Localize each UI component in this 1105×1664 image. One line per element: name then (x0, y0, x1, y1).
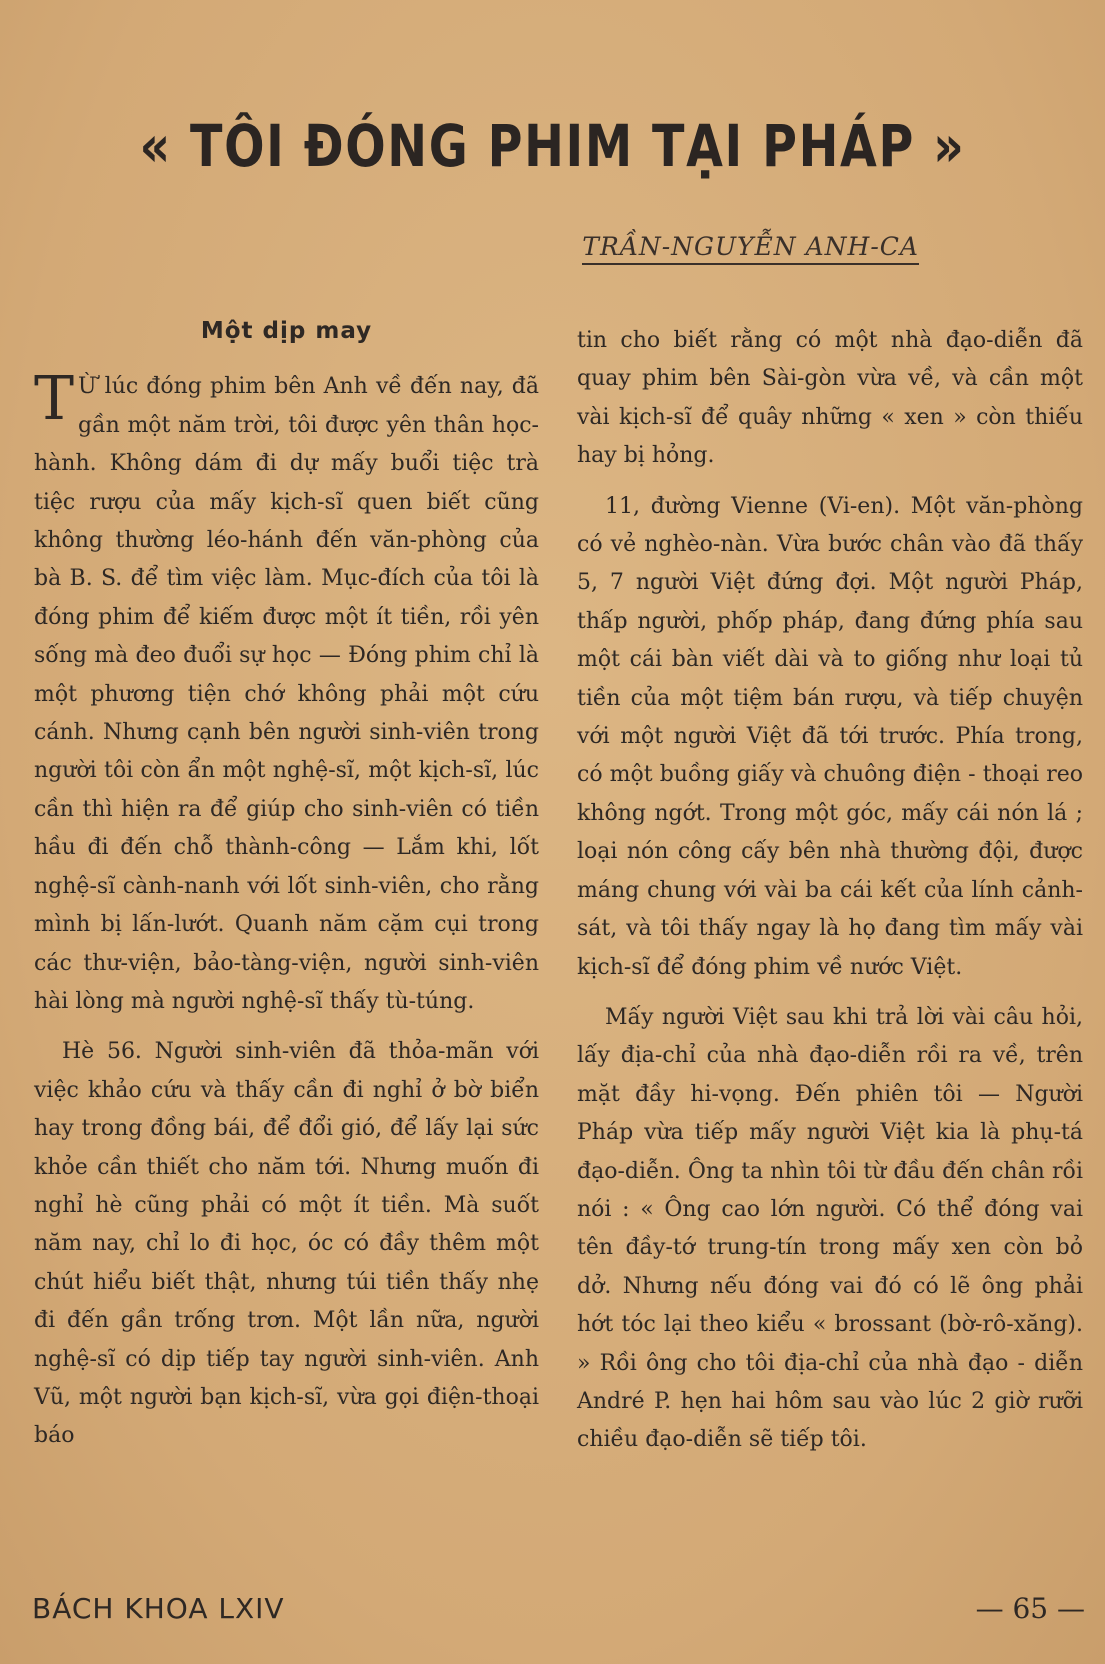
paragraph-2: Hè 56. Người sinh-viên đã thỏa-mãn với việc khảo cứu và thấy cần đi nghỉ ở bờ biển hay trong đồng bái, để đổi gió, để lấy lại sức khỏe cần thiết cho năm tới. Nhưng muốn đi nghỉ hè cũng phải có một ít tiền. Mà suốt năm nay, chỉ lo đi học, óc có đầy thêm một chút hiểu biết thật, nhưng túi tiền thấy nhẹ đi đến gần trống trơn. Một lần nữa, người nghệ-sĩ có dịp tiếp tay người sinh-viên. Anh Vũ, một người bạn kịch-sĩ, vừa gọi điện-thoại báo (34, 1039, 539, 1449)
drop-cap: T (34, 364, 75, 435)
page-number: — 65 — (975, 1592, 1085, 1625)
right-column (577, 322, 1083, 1460)
article-title: « TÔI ĐÓNG PHIM TẠI PHÁP » (139, 112, 966, 180)
paragraph-1-text: Ừ lúc đóng phim bên Anh về đến nay, đã gần một năm trời, tôi được yên thân học-hành. Không dám đi dự mấy buổi tiệc trà tiệc rượu của mấy kịch-sĩ quen biết cũng không thường léo-hánh đến văn-phòng của bà B. S. để tìm việc làm. Mục-đích của tôi là đóng phim để kiếm được một ít tiền, rồi yên sống mà đeo đuổi sự học — Đóng phim chỉ là một phương tiện chớ không phải một cứu cánh. Nhưng cạnh bên người sinh-viên trong người tôi còn ẩn một nghệ-sĩ, một kịch-sĩ, lúc cần thì hiện ra để giúp cho sinh-viên có tiền hầu đi đến chỗ thành-công — Lắm khi, lốt nghệ-sĩ cành-nanh với lốt sinh-viên, cho rằng mình bị lấn-lướt. Quanh năm cặm cụi trong các thư-viện, bảo-tàng-viện, người sinh-viên hài lòng mà người nghệ-sĩ thấy tù-túng. (34, 374, 539, 1014)
paragraph-1 (34, 364, 539, 1021)
paragraph-3: tin cho biết rằng có một nhà đạo-diễn đã quay phim bên Sài-gòn vừa về, và cần một vài kịch-sĩ để quây những « xen » còn thiếu hay bị hỏng. (577, 328, 1083, 469)
paragraph-5: Mấy người Việt sau khi trả lời vài câu hỏi, lấy địa-chỉ của nhà đạo-diễn rồi ra về, trên mặt đầy hi-vọng. Đến phiên tôi — Người Pháp vừa tiếp mấy người Việt kia là phụ-tá đạo-diễn. Ông ta nhìn tôi từ đầu đến chân rồi nói : « Ông cao lớn người. Có thể đóng vai tên đầy-tớ trung-tín trong mấy xen còn bỏ dở. Nhưng nếu đóng vai đó có lẽ ông phải hớt tóc lại theo kiểu « brossant (bờ-rô-xăng). » Rồi ông cho tôi địa-chỉ của nhà đạo - diễn André P. hẹn hai hôm sau vào lúc 2 giờ rưỡi chiều đạo-diễn sẽ tiếp tôi. (577, 1004, 1083, 1453)
left-column (34, 312, 539, 1456)
publication-name: BÁCH KHOA LXIV (32, 1592, 285, 1625)
section-heading: Một dịp may (200, 318, 373, 344)
author-byline: TRẦN-NGUYỄN ANH-CA (582, 232, 919, 265)
paragraph-4: 11, đường Vienne (Vi-en). Một văn-phòng có vẻ nghèo-nàn. Vừa bước chân vào đã thấy 5, 7 người Việt đứng đợi. Một người Pháp, thấp người, phốp pháp, đang đứng phía sau một cái bàn viết dài và to giống như loại tủ tiền của một tiệm bán rượu, và tiếp chuyện với một người Việt đã tới trước. Phía trong, có một buồng giấy và chuông điện - thoại reo không ngớt. Trong một góc, mấy cái nón lá ; loại nón công cấy bên nhà thường đội, được máng chung với vài ba cái kết của lính cảnh-sát, và tôi thấy ngay là họ đang tìm mấy vài kịch-sĩ để đóng phim về nước Việt. (577, 493, 1083, 980)
